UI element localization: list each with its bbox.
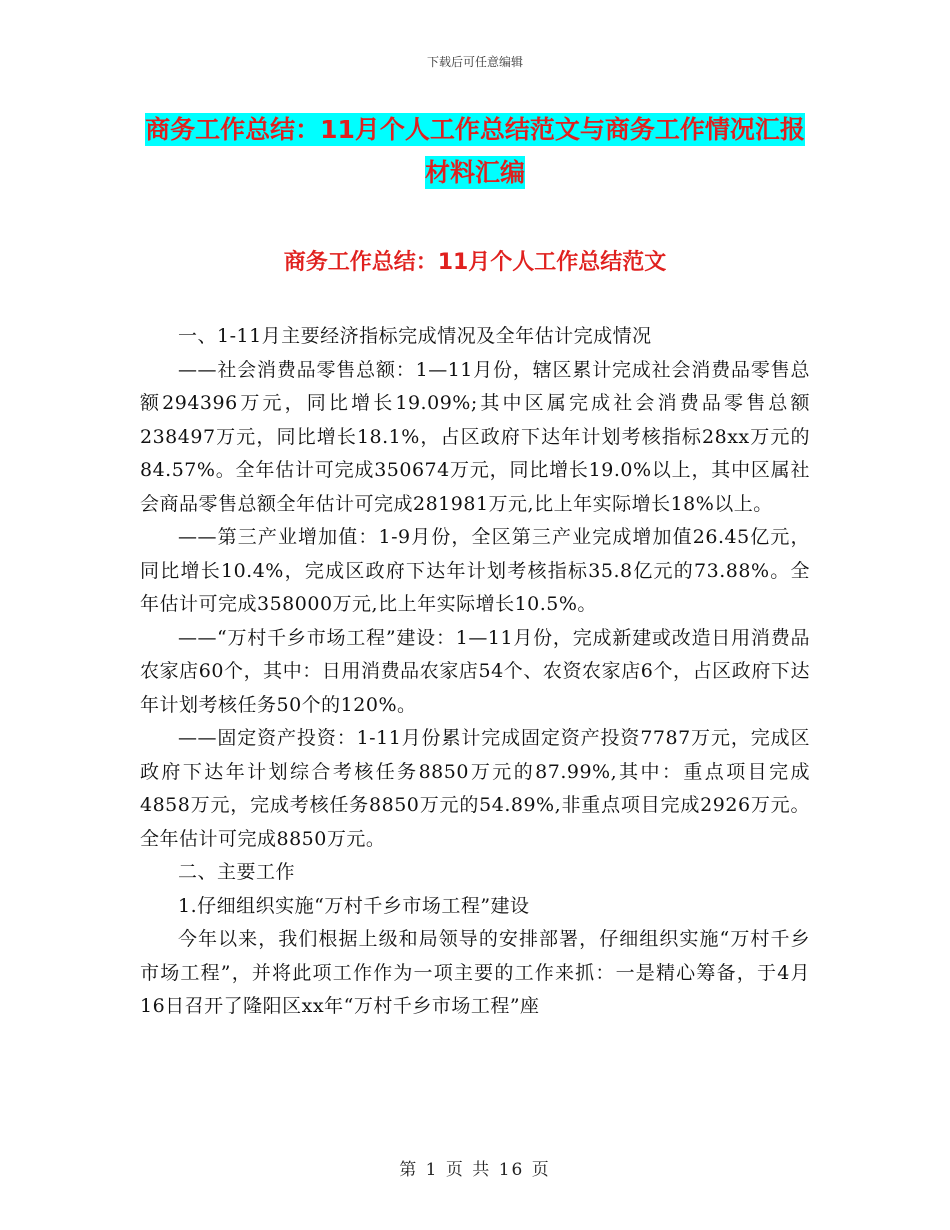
document-body	[140, 320, 810, 1024]
page-number-footer: 第 1 页 共 16 页	[399, 1160, 551, 1180]
paragraph: ——第三产业增加值：1-9月份，全区第三产业完成增加值26.45亿元，同比增长10.4%，完成区政府下达年计划考核指标35.8亿元的73.88%。全年估计可完成358000万元,比上年实际增长10.5%。	[140, 526, 810, 615]
paragraph: 二、主要工作	[178, 861, 296, 883]
paragraph: ——固定资产投资：1-11月份累计完成固定资产投资7787万元，完成区政府下达年计划综合考核任务8850万元的87.99%,其中：重点项目完成4858万元，完成考核任务8850万元的54.89%,非重点项目完成2926万元。全年估计可完成8850万元。	[140, 727, 810, 850]
paragraph: ——社会消费品零售总额：1—11月份，辖区累计完成社会消费品零售总额294396万元，同比增长19.09%;其中区属完成社会消费品零售总额238497万元，同比增长18.1%，占区政府下达年计划考核指标28xx万元的84.57%。全年估计可完成350674万元，同比增长19.0%以上，其中区属社会商品零售总额全年估计可完成281981万元,比上年实际增长18%以上。	[140, 358, 810, 515]
paragraph: 今年以来，我们根据上级和局领导的安排部署，仔细组织实施“万村千乡市场工程”，并将此项工作作为一项主要的工作来抓：一是精心筹备，于4月16日召开了隆阳区xx年“万村千乡市场工程”座	[140, 928, 810, 1017]
paragraph: 1.仔细组织实施“万村千乡市场工程”建设	[178, 894, 530, 917]
header-note: 下载后可任意编辑	[426, 55, 523, 69]
section-title: 商务工作总结：11月个人工作总结范文	[283, 250, 667, 275]
paragraph: 一、1-11月主要经济指标完成情况及全年估计完成情况	[178, 325, 652, 347]
document-title-text: 商务工作总结：11月个人工作总结范文与商务工作情况汇报材料汇编	[145, 115, 805, 187]
document-title	[140, 108, 810, 194]
paragraph: ——“万村千乡市场工程”建设：1—11月份，完成新建或改造日用消费品农家店60个，其中：日用消费品农家店54个、农资农家店6个，占区政府下达年计划考核任务50个的120%。	[140, 626, 810, 716]
